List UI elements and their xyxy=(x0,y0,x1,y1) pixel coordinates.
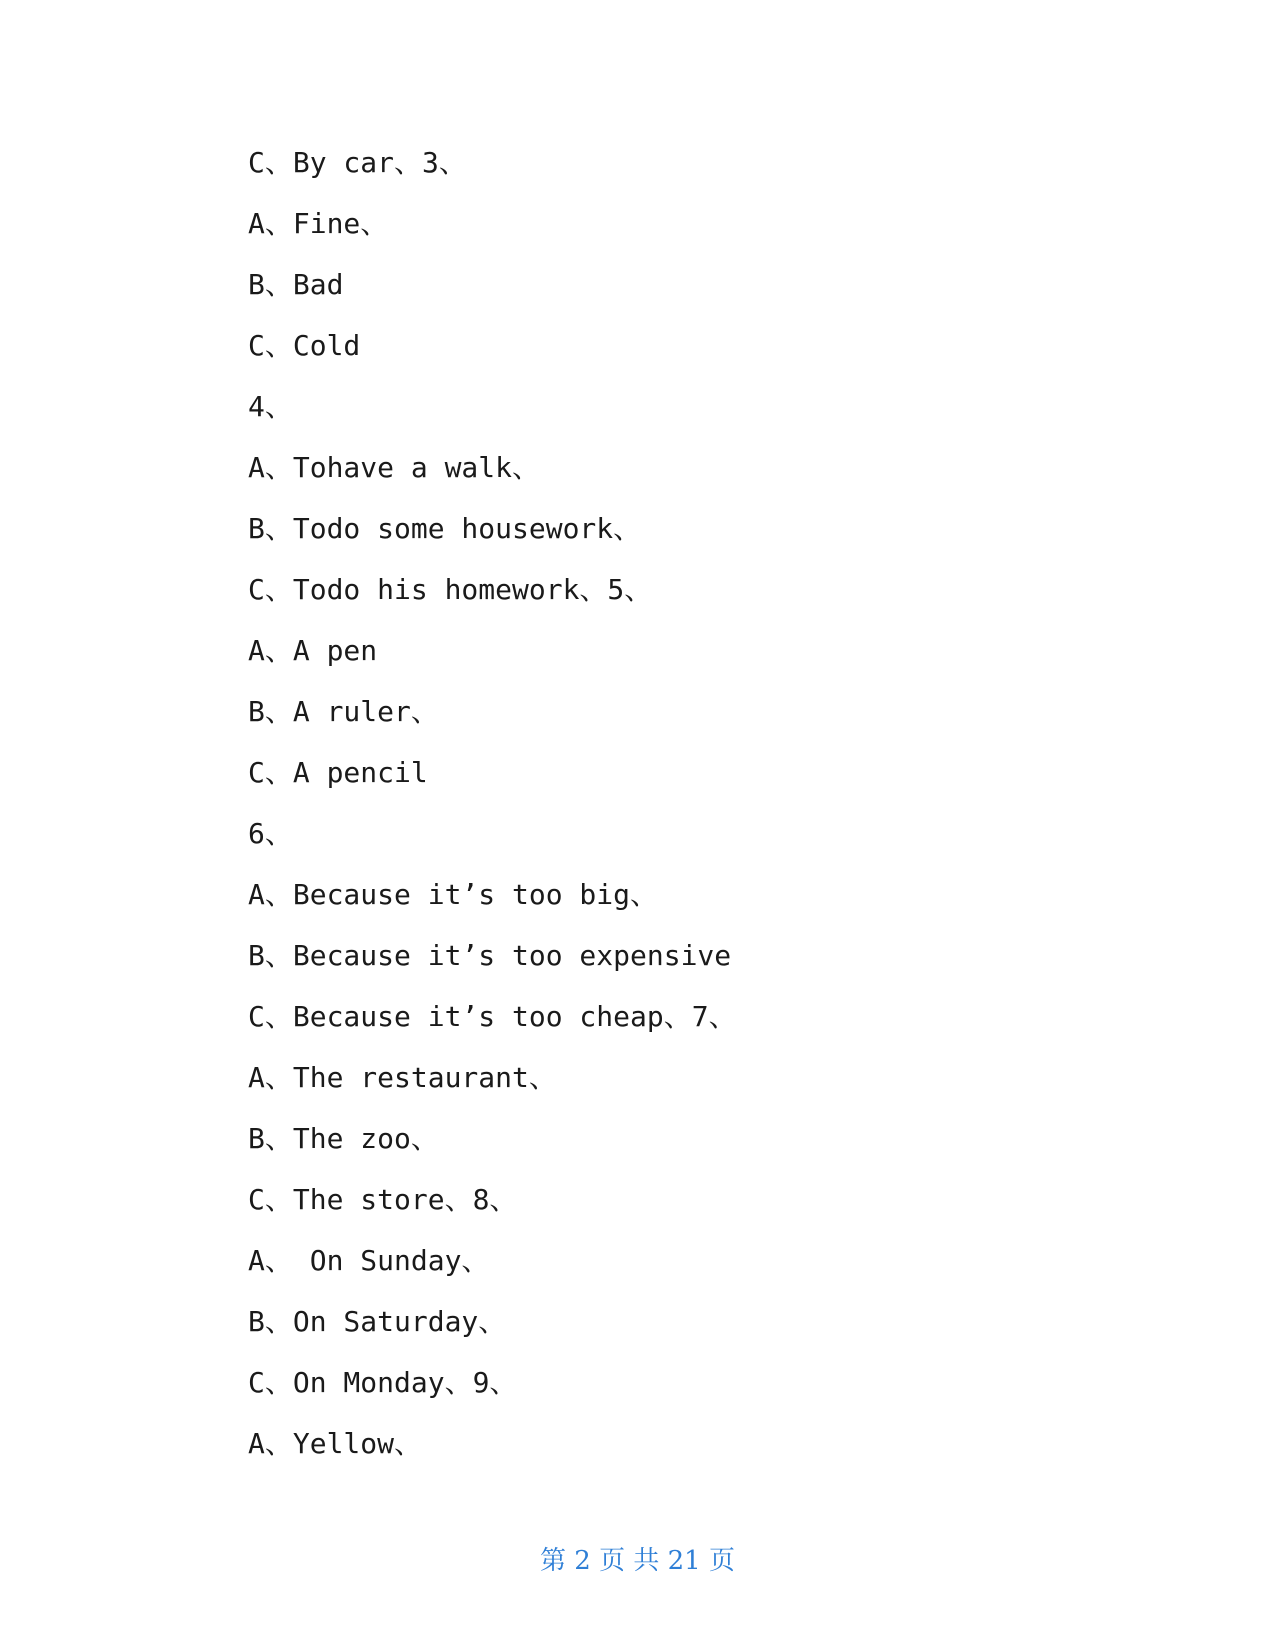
text-line: B、Because it’s too expensive xyxy=(248,939,732,972)
text-line: C、Because it’s too cheap、7、 xyxy=(248,1000,737,1033)
document-body xyxy=(248,148,1048,1490)
text-line: A、The restaurant、 xyxy=(248,1061,557,1094)
text-line: A、Yellow、 xyxy=(248,1427,423,1460)
page-footer-number: 第 2 页 共 21 页 xyxy=(540,1546,735,1576)
text-line: A、 On Sunday、 xyxy=(248,1244,490,1277)
text-line: C、On Monday、9、 xyxy=(248,1366,518,1399)
text-line: B、On Saturday、 xyxy=(248,1305,507,1338)
text-line: A、Tohave a walk、 xyxy=(248,451,541,484)
text-line: C、Cold xyxy=(248,329,361,362)
text-line: C、By car、3、 xyxy=(248,146,467,179)
text-line: B、The zoo、 xyxy=(248,1122,439,1155)
text-line: A、Fine、 xyxy=(248,207,389,240)
text-line: 6、 xyxy=(248,817,293,850)
text-line: C、The store、8、 xyxy=(248,1183,518,1216)
text-line: A、Because it’s too big、 xyxy=(248,878,659,911)
text-line: B、Bad xyxy=(248,268,344,301)
text-line: 4、 xyxy=(248,390,293,423)
text-line: B、A ruler、 xyxy=(248,695,439,728)
text-line: C、Todo his homework、5、 xyxy=(248,573,653,606)
text-line: A、A pen xyxy=(248,634,378,667)
text-line: C、A pencil xyxy=(248,756,428,789)
text-line: B、Todo some housework、 xyxy=(248,512,642,545)
